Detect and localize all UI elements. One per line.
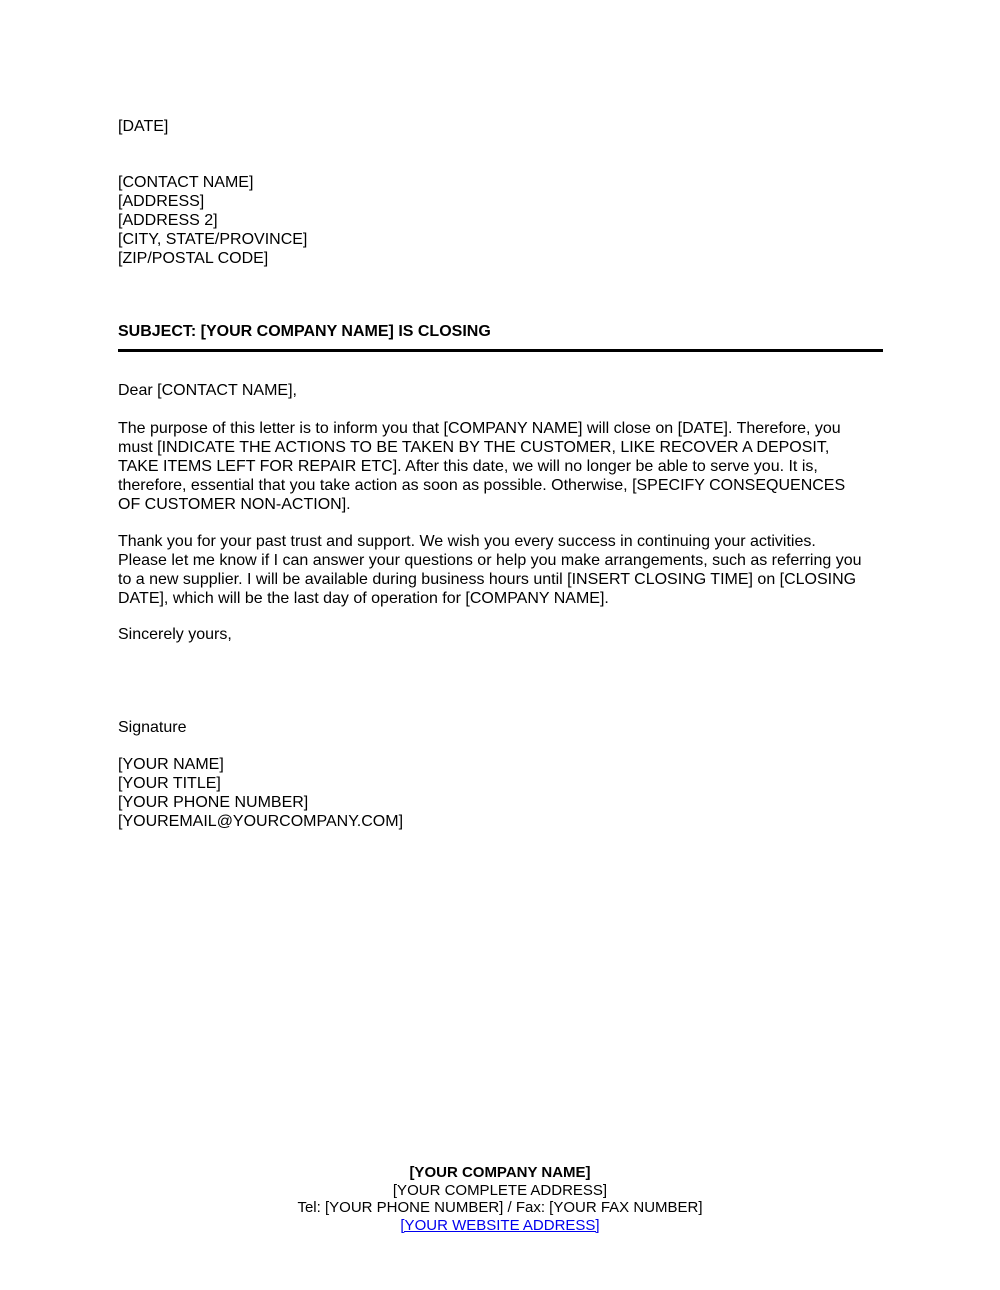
closing — [118, 625, 888, 644]
salutation-text: Dear [CONTACT NAME], — [118, 382, 297, 399]
sender-email: [YOUREMAIL@YOURCOMPANY.COM] — [118, 813, 404, 830]
subject-text: SUBJECT: [YOUR COMPANY NAME] IS CLOSING — [118, 323, 491, 340]
footer-address: [YOUR COMPLETE ADDRESS] — [392, 1181, 608, 1199]
date-text: [DATE] — [118, 118, 169, 135]
recipient-zip: [ZIP/POSTAL CODE] — [118, 250, 269, 267]
footer-company-name: [YOUR COMPANY NAME] — [409, 1164, 591, 1181]
paragraph-line: OF CUSTOMER NON-ACTION]. — [118, 496, 351, 513]
subject-line — [118, 322, 888, 341]
paragraph-line: therefore, essential that you take action as soon as possible. Otherwise, [SPECIFY CONSEQUENCES — [118, 477, 846, 494]
footer-contact: Tel: [YOUR PHONE NUMBER] / Fax: [YOUR FAX NUMBER] — [297, 1199, 703, 1216]
closing-text: Sincerely yours, — [118, 626, 232, 643]
paragraph-line: Thank you for your past trust and support. We wish you every success in continuing your activities. — [118, 533, 816, 550]
recipient-address — [118, 173, 888, 268]
salutation — [118, 381, 888, 400]
recipient-contact-name: [CONTACT NAME] — [118, 174, 254, 191]
body-paragraph-1 — [118, 419, 888, 514]
paragraph-line: Please let me know if I can answer your questions or help you make arrangements, such as referring you — [118, 552, 862, 569]
sender-title: [YOUR TITLE] — [118, 775, 221, 792]
body-paragraph-2 — [118, 532, 888, 608]
sender-name: [YOUR NAME] — [118, 756, 224, 773]
sender-phone: [YOUR PHONE NUMBER] — [118, 794, 309, 811]
letter-date — [118, 117, 888, 136]
paragraph-line: DATE], which will be the last day of operation for [COMPANY NAME]. — [118, 590, 609, 607]
letterhead-footer — [0, 1164, 1000, 1234]
sender-details — [118, 755, 888, 831]
footer-website-link[interactable]: [YOUR WEBSITE ADDRESS] — [400, 1216, 600, 1234]
paragraph-line: The purpose of this letter is to inform you that [COMPANY NAME] will close on [DATE]. Therefore, you — [118, 420, 841, 437]
signature-text: Signature — [118, 719, 187, 736]
recipient-address-line-2: [ADDRESS 2] — [118, 212, 218, 229]
paragraph-line: must [INDICATE THE ACTIONS TO BE TAKEN BY THE CUSTOMER, LIKE RECOVER A DEPOSIT, — [118, 439, 830, 456]
recipient-city-state: [CITY, STATE/PROVINCE] — [118, 231, 308, 248]
subject-divider — [118, 349, 883, 352]
signature — [118, 718, 888, 737]
recipient-address-line-1: [ADDRESS] — [118, 193, 205, 210]
paragraph-line: TAKE ITEMS LEFT FOR REPAIR ETC]. After this date, we will no longer be able to serve you. It is, — [118, 458, 818, 475]
paragraph-line: to a new supplier. I will be available during business hours until [INSERT CLOSING TIME] on [CLOSING — [118, 571, 857, 588]
